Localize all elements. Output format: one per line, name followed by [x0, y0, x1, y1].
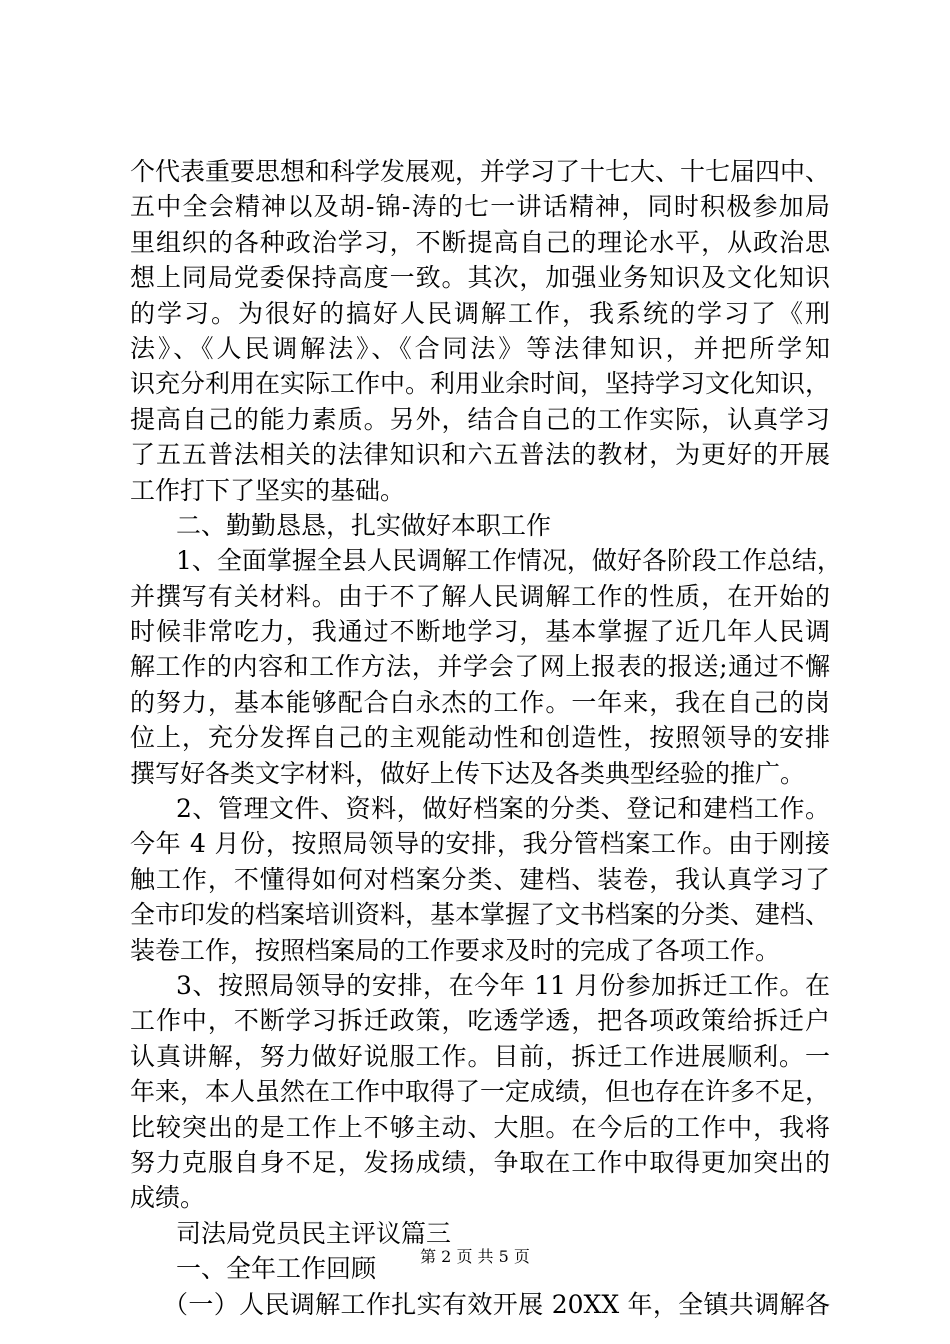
text-line: 解工作的内容和工作方法，并学会了网上报表的报送;通过不懈	[130, 652, 830, 682]
text-line: 里组织的各种政治学习，不断提高自己的理论水平，从政治思	[130, 227, 830, 257]
section-heading: 二、勤勤恳恳，扎实做好本职工作	[176, 510, 552, 540]
text-line: 五中全会精神以及胡-锦-涛的七一讲话精神，同时积极参加局	[130, 192, 830, 222]
text-line: 位上，充分发挥自己的主观能动性和创造性，按照领导的安排	[130, 723, 830, 753]
text-line: 年来，本人虽然在工作中取得了一定成绩，但也存在许多不足，	[130, 1077, 831, 1107]
text-line: 比较突出的是工作上不够主动、大胆。在今后的工作中，我将	[130, 1112, 830, 1142]
text-line: 努力克服自身不足，发扬成绩，争取在工作中取得更加突出的	[130, 1147, 830, 1177]
text-line: （一）人民调解工作扎实有效开展 20XX 年，全镇共调解各	[163, 1289, 830, 1319]
text-line: 的努力，基本能够配合白永杰的工作。一年来，我在自己的岗	[130, 687, 830, 717]
text-line: 了五五普法相关的法律知识和六五普法的教材，为更好的开展	[130, 440, 830, 470]
text-line: 并撰写有关材料。由于不了解人民调解工作的性质，在开始的	[130, 581, 830, 611]
section-heading: 一、全年工作回顾	[176, 1254, 377, 1284]
text-line: 工作中，不断学习拆迁政策，吃透学透，把各项政策给拆迁户	[130, 1006, 830, 1036]
text-line: 法》、《人民调解法》、《合同法》等法律知识，并把所学知	[130, 333, 830, 363]
text-line: 想上同局党委保持高度一致。其次，加强业务知识及文化知识	[130, 263, 830, 293]
text-line: 1、全面掌握全县人民调解工作情况，做好各阶段工作总结，	[176, 546, 842, 576]
text-line: 全市印发的档案培训资料，基本掌握了文书档案的分类、建档、	[130, 900, 831, 930]
text-line: 装卷工作，按照档案局的工作要求及时的完成了各项工作。	[130, 935, 781, 965]
text-line: 今年 4 月份，按照局领导的安排，我分管档案工作。由于刚接	[130, 829, 830, 859]
text-line: 提高自己的能力素质。另外，结合自己的工作实际，认真学习	[130, 404, 830, 434]
text-line: 工作打下了坚实的基础。	[130, 475, 406, 505]
text-line: 成绩。	[130, 1183, 206, 1213]
text-line: 认真讲解，努力做好说服工作。目前，拆迁工作进展顺利。一	[130, 1041, 830, 1071]
document-body	[130, 154, 842, 1322]
text-line: 撰写好各类文字材料，做好上传下达及各类典型经验的推广。	[130, 758, 806, 788]
page-footer: 第 2 页 共 5 页	[420, 1247, 530, 1266]
text-line: 时候非常吃力，我通过不断地学习，基本掌握了近几年人民调	[130, 617, 830, 647]
text-line: 3、按照局领导的安排，在今年 11 月份参加拆迁工作。在	[176, 970, 830, 1000]
text-line: 的学习。为很好的搞好人民调解工作，我系统的学习了《刑	[130, 298, 830, 328]
text-line: 个代表重要思想和科学发展观，并学习了十七大、十七届四中、	[130, 157, 831, 186]
text-line: 识充分利用在实际工作中。利用业余时间，坚持学习文化知识，	[130, 369, 831, 399]
text-line: 触工作，不懂得如何对档案分类、建档、装卷，我认真学习了	[130, 864, 830, 894]
text-line: 2、管理文件、资料，做好档案的分类、登记和建档工作。	[176, 794, 830, 824]
section-heading: 司法局党员民主评议篇三	[176, 1218, 452, 1248]
